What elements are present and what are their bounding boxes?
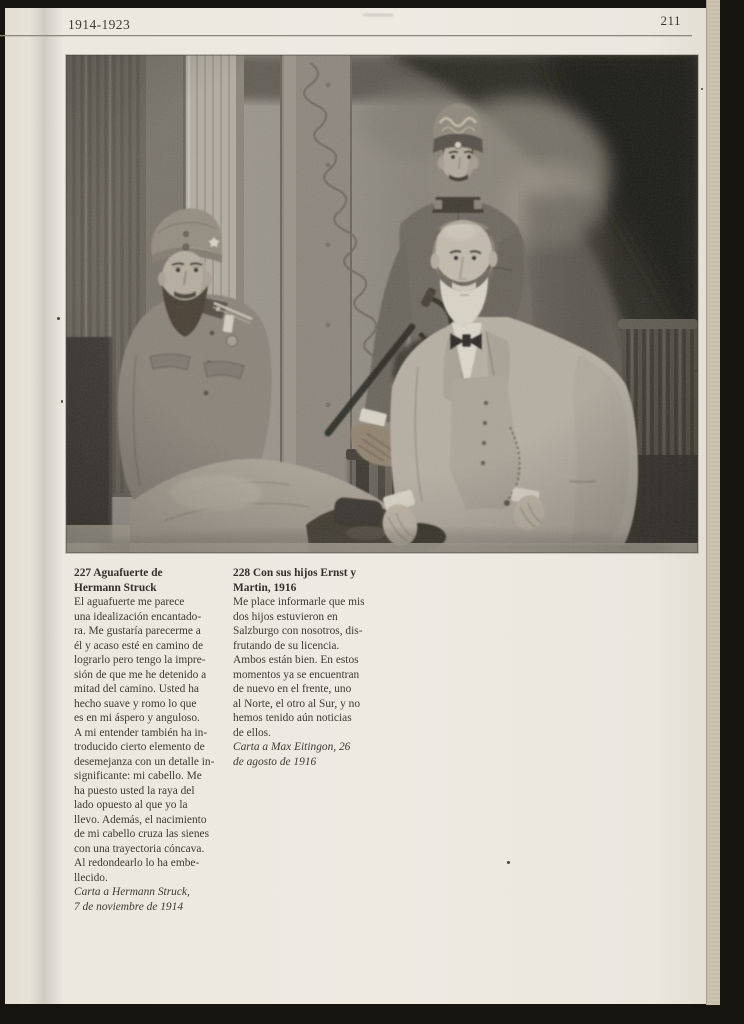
header-rule bbox=[0, 35, 692, 36]
caption-227-body: El aguafuerte me parece una idealización encantado- ra. Me gustaría parecerme a él y acaso esté en camino de lograrlo pero tengo la impre- sión de que me he detenido a mitad del camino. Usted ha hecho suave y romo lo que es en mi áspero y anguloso. A mi entender también ha in- troducido cierto elemento de desemejanza con un detalle in- significante: mi cabello. Me ha puesto usted la raya del lado opuesto al que yo la llevo. Además, el nacimiento de mi cabello cruza las sienes con una trayectoria cóncava. Al redondearlo lo ha embe- llecido. bbox=[74, 596, 215, 884]
photo-freud-with-sons bbox=[66, 55, 698, 553]
scan-speck bbox=[694, 370, 698, 372]
scan-smudge bbox=[363, 14, 393, 16]
page-number: 211 bbox=[660, 13, 681, 28]
photo-image bbox=[66, 55, 698, 553]
caption-227 bbox=[74, 566, 230, 914]
caption-228-body: Me place informarle que mis dos hijos estuvieron en Salzburgo con nosotros, dis- frutando de su licencia. Ambos están bien. En estos momentos ya se encuentran de nuevo en el frente, uno al Norte, el otro al Sur, y no hemos tenido aún noticias de ellos. bbox=[233, 596, 365, 739]
caption-228-source: Carta a Max Eitingon, 26 de agosto de 1916 bbox=[233, 741, 351, 768]
scan-speck bbox=[507, 861, 510, 864]
scan-speck bbox=[57, 317, 60, 320]
section-date-range: 1914-1923 bbox=[68, 17, 131, 32]
scan-speck bbox=[701, 88, 703, 90]
photo-grain bbox=[66, 55, 698, 553]
scan-speck bbox=[61, 400, 63, 403]
gutter-shadow bbox=[29, 8, 63, 1004]
book-page bbox=[5, 8, 706, 1004]
caption-227-heading: 227 Aguafuerte de Hermann Struck bbox=[74, 567, 163, 594]
caption-227-source: Carta a Hermann Struck, 7 de noviembre de 1914 bbox=[74, 886, 190, 913]
book-page-edges bbox=[706, 0, 720, 1005]
caption-228-heading: 228 Con sus hijos Ernst y Martin, 1916 bbox=[233, 567, 357, 594]
caption-228 bbox=[233, 566, 399, 769]
